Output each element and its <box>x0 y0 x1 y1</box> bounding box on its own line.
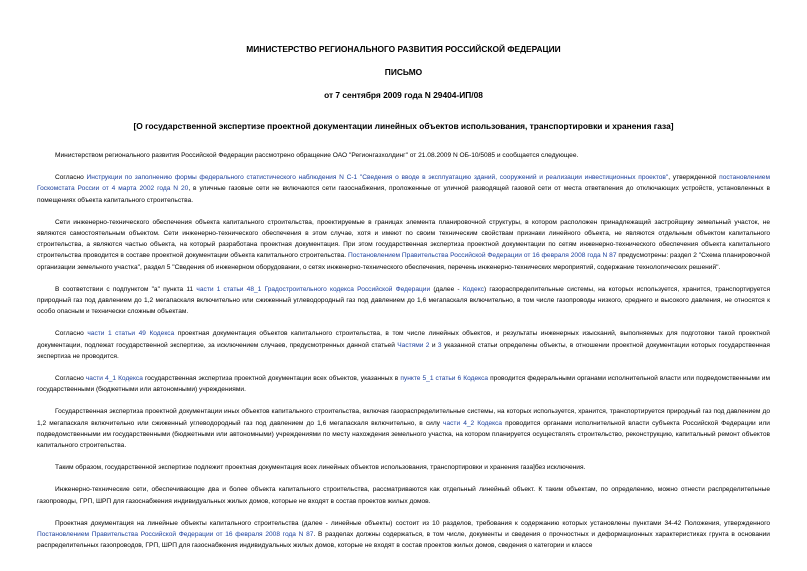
link-instruction-s1[interactable]: Инструкции по заполнению формы федерального статистического наблюдения N С-1 "Сведения о вводе в эксплуатацию зданий, сооружений и реализации инвестиционных проектов" <box>86 174 669 182</box>
link-part-4-1[interactable]: части 4_1 Кодекса <box>85 375 143 383</box>
paragraph <box>37 328 770 362</box>
paragraph <box>37 373 770 395</box>
paragraph <box>37 217 770 273</box>
paragraph-text: предусмотрены: раздел 2 "Схема планировочной организации земельного участка", раздел 5 "Сведения об инженерном оборудовании, о сетях инженерно-технического обеспечения, перечень инженерно-технических мероприятий, содержание технологических решений". <box>37 252 771 271</box>
document-body <box>37 150 770 562</box>
ministry-heading: МИНИСТЕРСТВО РЕГИОНАЛЬНОГО РАЗВИТИЯ РОССИЙСКОЙ ФЕДЕРАЦИИ <box>246 44 561 54</box>
document-type: ПИСЬМО <box>384 67 423 77</box>
paragraph-text: , утвержденной <box>668 174 720 182</box>
paragraph <box>37 284 770 318</box>
link-parts-2[interactable]: Частями 2 <box>397 341 430 349</box>
link-article-49-part-1[interactable]: части 1 статьи 49 Кодекса <box>87 330 175 338</box>
paragraph <box>37 406 770 451</box>
paragraph-text: Согласно <box>55 375 86 383</box>
paragraph-text: и <box>429 341 438 349</box>
paragraph-text: проектная документация объектов капитального строительства, в том числе линейных объектов, и результаты инженерных изысканий, выполняемых для подготовки такой проектной документации, подлежат государственной экспертизе, за исключением случаев, предусмотренных данной статьей <box>37 330 770 349</box>
link-part-4-2[interactable]: части 4_2 Кодекса <box>443 419 503 427</box>
document-date-number: от 7 сентября 2009 года N 29404-ИП/08 <box>324 90 483 100</box>
document-subject: [О государственной экспертизе проектной документации линейных объектов использования, транспортировки и хранения газа] <box>133 121 674 131</box>
paragraph-text: Проектная документация на линейные объекты капитального строительства (далее - линейные объекты) состоит из 10 разделов, требования к содержанию которых установлены пунктами 34-42 Положения, утвержденного <box>55 519 770 527</box>
paragraph-text: В соответствии с подпунктом "а" пункта 11 <box>55 285 197 293</box>
paragraph-text: Государственная экспертиза проектной документации иных объектов капитального строительства, включая газораспределительные системы, на которых используется, хранится, транспортируется природный газ под давлением до 1,2 мегапаскаля включительно или сжиженный углеводородный газ под давлением до 1,6 мегапаскаля включительно, в силу <box>37 408 770 427</box>
paragraph <box>37 172 770 206</box>
paragraph-text: государственная экспертиза проектной документации всех объектов, указанных в <box>142 375 401 383</box>
link-article-6-point-5-1[interactable]: пункте 5_1 статьи 6 Кодекса <box>400 375 489 383</box>
paragraph-text: Сети инженерно-технического обеспечения объекта капитального строительства, проектируемые в границах элемента планировочной структуры, в котором расположен принадлежащий застройщику земельный участок, не являются самостоятельным объектом. Сети инженерно-технического обеспечения в этом случае, хотя и имеют по своим техническим свойствам признаки линейного объекта, не являются отдельным объектом капитального строительства, а являются частью объекта, на который разработана проектная документация. При этом государственная экспертиза проектной документации по сетям инженерно-технического обеспечения объекта капитального строительства проводится в составе проектной документации объекта капитального строительства. <box>37 218 770 260</box>
link-government-resolution-87[interactable]: Постановлением Правительства Российской Федерации от 16 февраля 2008 года N 87 <box>37 531 314 539</box>
paragraph-text: (далее - <box>430 285 463 293</box>
link-part-3[interactable]: 3 <box>437 341 442 349</box>
paragraph-text: Министерством регионального развития Российской Федерации рассмотрено обращение ОАО "Регионгазхолдинг" от 21.08.2009 N ОБ-10/5085 и сообщается следующее. <box>55 152 579 159</box>
paragraph-text: Согласно <box>55 174 87 182</box>
paragraph <box>37 150 770 161</box>
paragraph-text: , в уличные газовые сети не включаются сети газоснабжения, проложенные от уличной разводящей газовой сети от места ответвления до отключающих устройств, установленных в помещениях объекта капитального строительства. <box>37 185 771 204</box>
paragraph-text: проводится федеральными органами исполнительной власти или подведомственными им государственными (бюджетными или автономными) учреждениями. <box>37 375 770 394</box>
paragraph-text: . В разделах должны содержаться, в том числе, документы и сведения о прочностных и деформационных характеристиках грунта в основании распределительных газопроводов, ГРП, ШРП для газоснабжения индивидуальных жилых домов, которые не входят в состав проектов жилых домов, сведения о категории и классе <box>37 531 770 550</box>
link-gradostroitelny-kodeks[interactable]: части 1 статьи 48_1 Градостроительного кодекса Российской Федерации <box>196 285 431 293</box>
paragraph-text: Инженерно-технические сети, обеспечивающие два и более объекта капитального строительства, рассматриваются как отдельный линейный объект. К таким объектам, по определению, можно отнести распределительные газопроводы, ГРП, ШРП для газоснабжения индивидуальных жилых домов, которые не входят в состав проектов жилых домов. <box>37 486 770 505</box>
link-goskomstat-resolution[interactable]: постановлением Госкомстата России от 4 марта 2002 года N 20 <box>37 174 770 193</box>
paragraph-text: проводится органами исполнительной власти субъекта Российской Федерации или подведомственными им государственными (бюджетными или автономными) учреждениями по месту нахождения земельного участка, на котором планируется осуществлять строительство, реконструкцию, капитальный ремонт объектов капитального строительства. <box>37 419 770 450</box>
paragraph-text: Согласно <box>55 330 88 338</box>
paragraph <box>37 462 770 473</box>
paragraph-text: указанной статьи определены объекты, в отношении проектной документации которых государственная экспертиза не проводится. <box>37 341 771 360</box>
paragraph <box>37 518 770 552</box>
paragraph-text: ) газораспределительные системы, на которых используется, хранится, транспортируется природный газ под давлением до 1,2 мегапаскаля включительно или сжиженный углеводородный газ под давлением до 1,6 мегапаскаля включительно, в том числе газопроводы низкого, среднего и высокого давления, не относятся к особо опасным и технически сложным объектам. <box>37 285 771 316</box>
link-government-resolution-87[interactable]: Постановлением Правительства Российской Федерации от 16 февраля 2008 года N 87 <box>348 252 617 260</box>
paragraph-text: Таким образом, государственной экспертизе подлежит проектная документация всех линейных объектов использования, транспортировки и хранения газа]без исключения. <box>55 464 586 472</box>
link-kodeks[interactable]: Кодекс <box>462 285 484 293</box>
paragraph <box>37 484 770 506</box>
